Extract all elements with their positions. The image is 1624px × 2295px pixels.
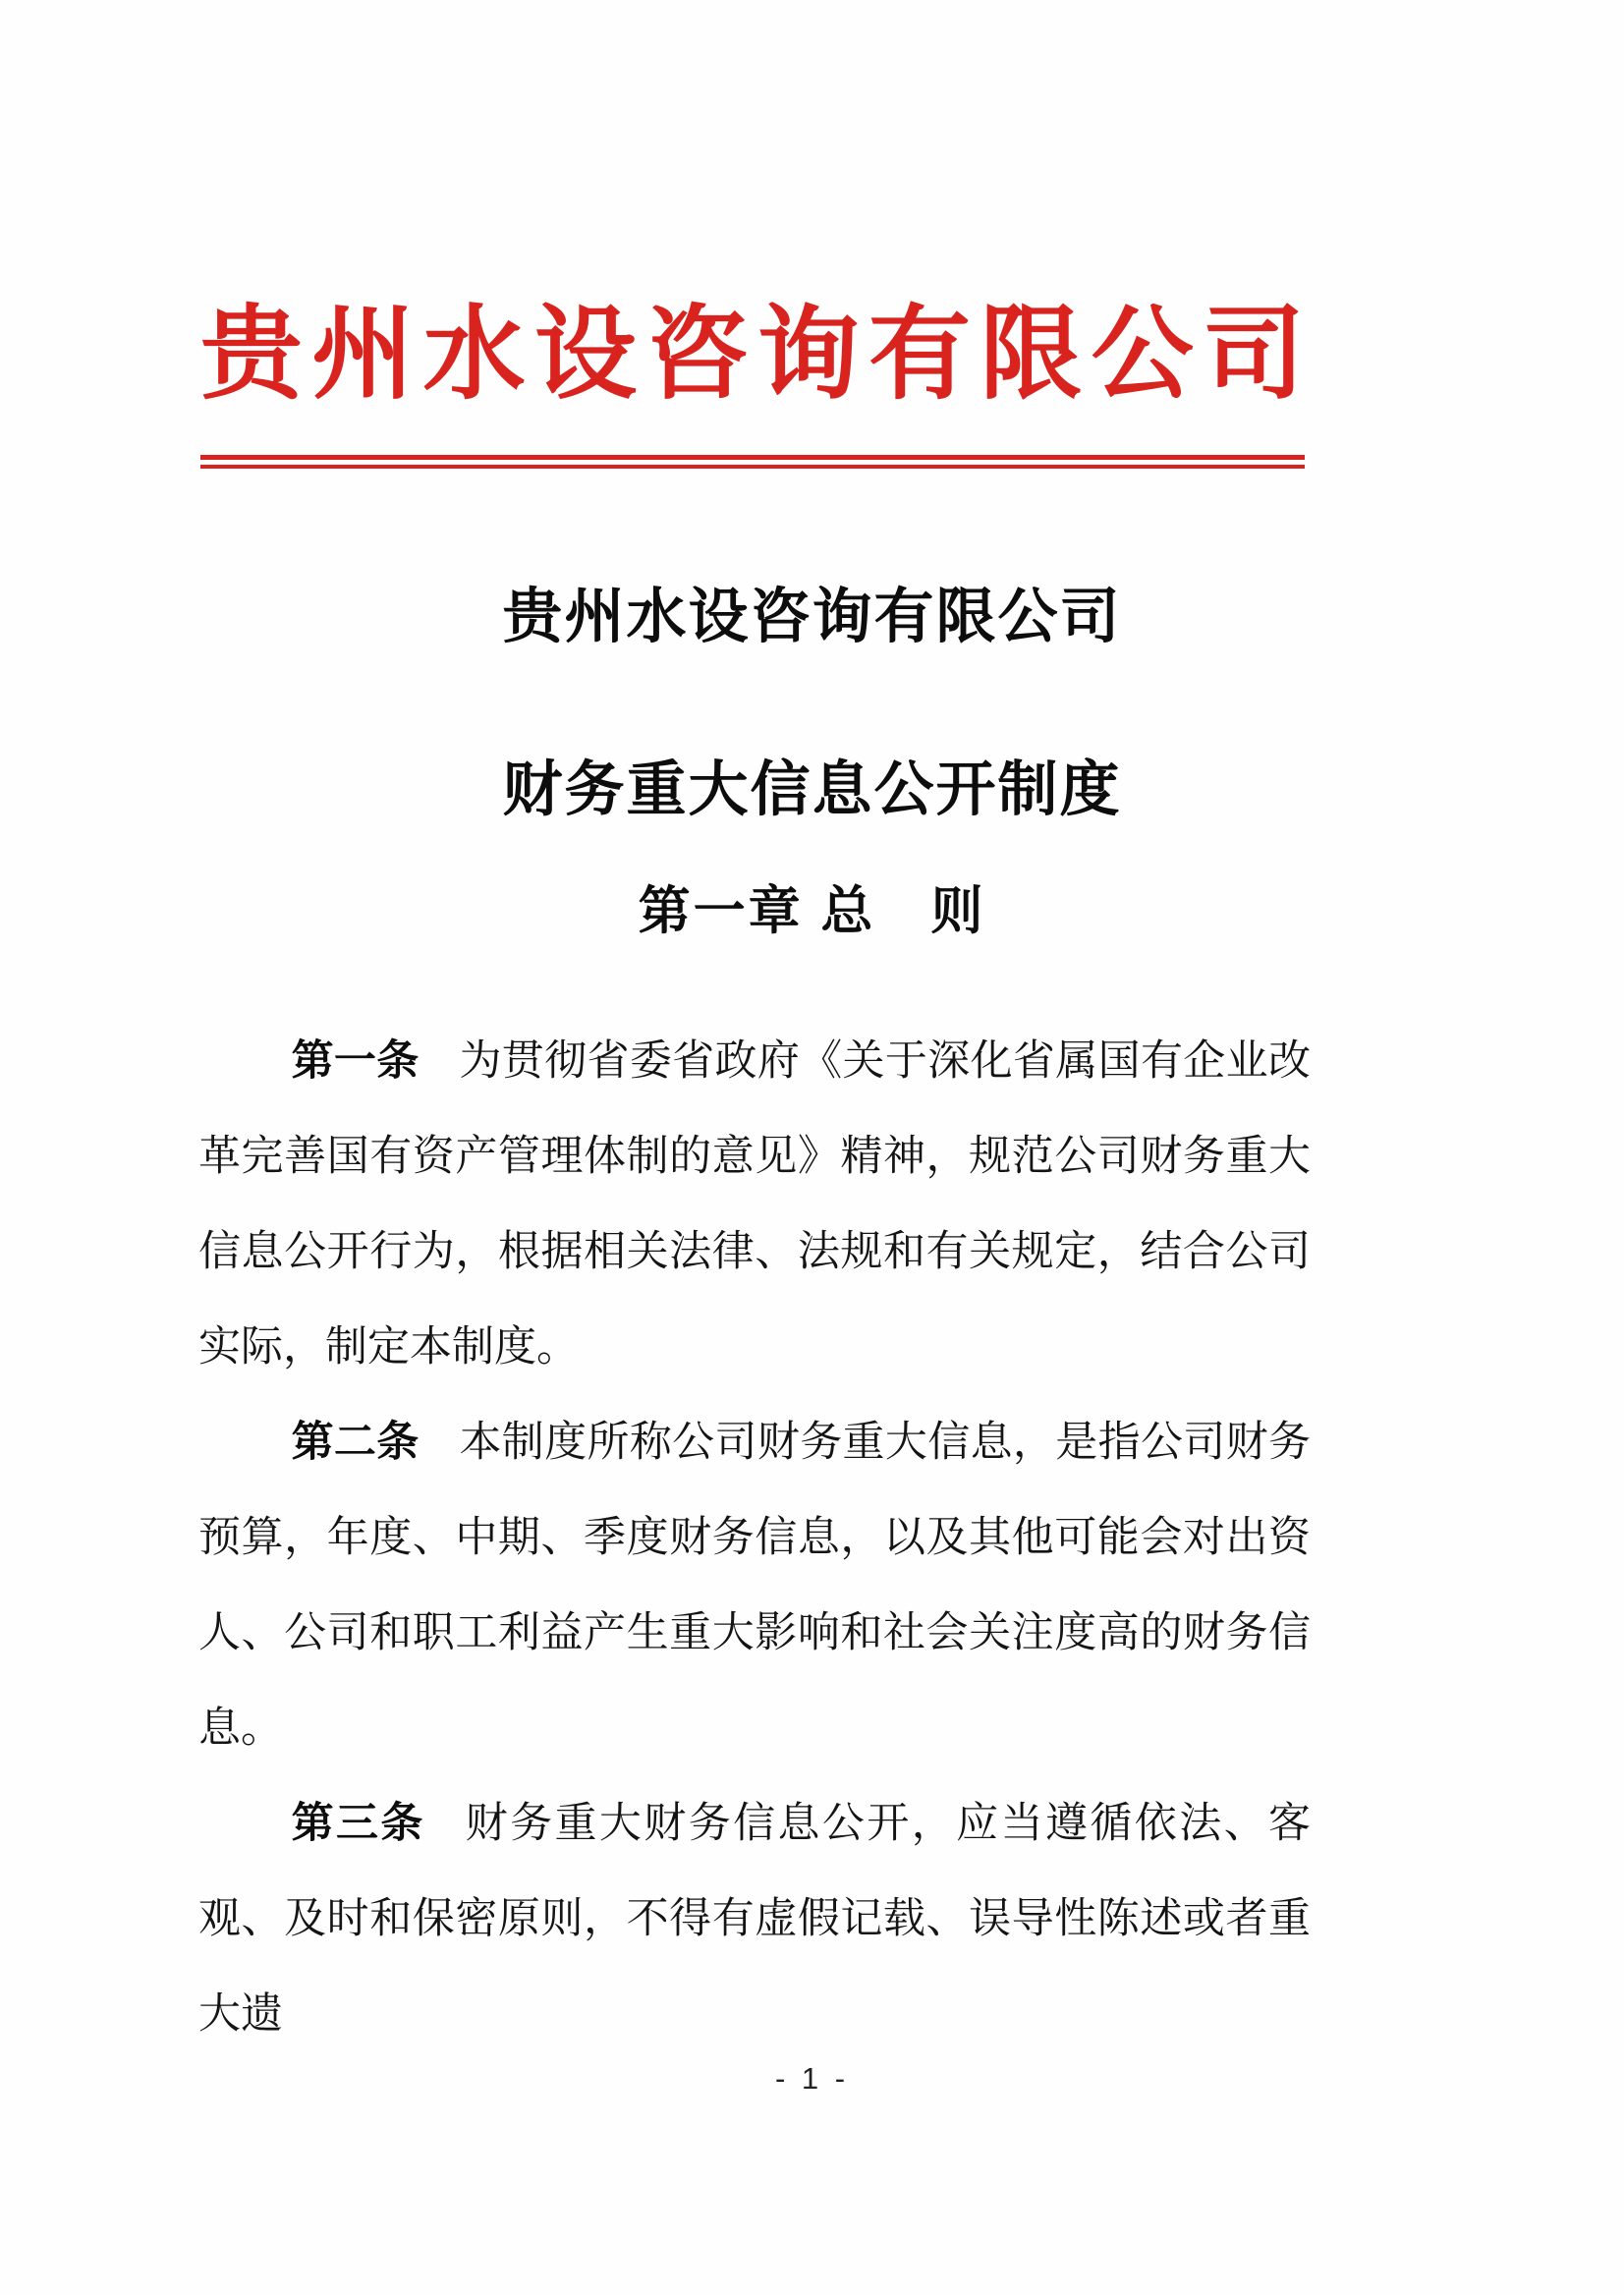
article-paragraph bbox=[198, 1014, 1311, 1395]
document-title-line1: 贵州水设咨询有限公司 bbox=[502, 583, 1122, 649]
article-paragraph bbox=[198, 1395, 1311, 1776]
letterhead-divider bbox=[200, 455, 1305, 469]
letterhead-company-name: 贵州水设咨询有限公司 bbox=[200, 298, 1305, 412]
article-body bbox=[198, 1014, 1311, 2062]
page-number: - 1 - bbox=[774, 2061, 850, 2096]
article-text: 为贯彻省委省政府《关于深化省属国有企业改革完善国有资产管理体制的意见》精神，规范公司财务重大信息公开行为，根据相关法律、法规和有关规定，结合公司实际，制定本制度。 bbox=[198, 1038, 1311, 1371]
article-text: 本制度所称公司财务重大信息，是指公司财务预算，年度、中期、季度财务信息，以及其他可能会对出资人、公司和职工利益产生重大影响和社会关注度高的财务信息。 bbox=[198, 1420, 1311, 1752]
article-label: 第一条 bbox=[291, 1037, 420, 1085]
document-title bbox=[0, 576, 1624, 829]
article-label: 第二条 bbox=[291, 1419, 420, 1466]
document-title-line2: 财务重大信息公开制度 bbox=[502, 756, 1122, 822]
chapter-heading: 第一章 总 则 bbox=[638, 882, 986, 940]
article-text: 财务重大财务信息公开，应当遵循依法、客观、及时和保密原则，不得有虚假记载、误导性陈述或者重大遗 bbox=[198, 1801, 1312, 2038]
article-label: 第三条 bbox=[291, 1800, 425, 1847]
article-paragraph bbox=[198, 1776, 1311, 2062]
